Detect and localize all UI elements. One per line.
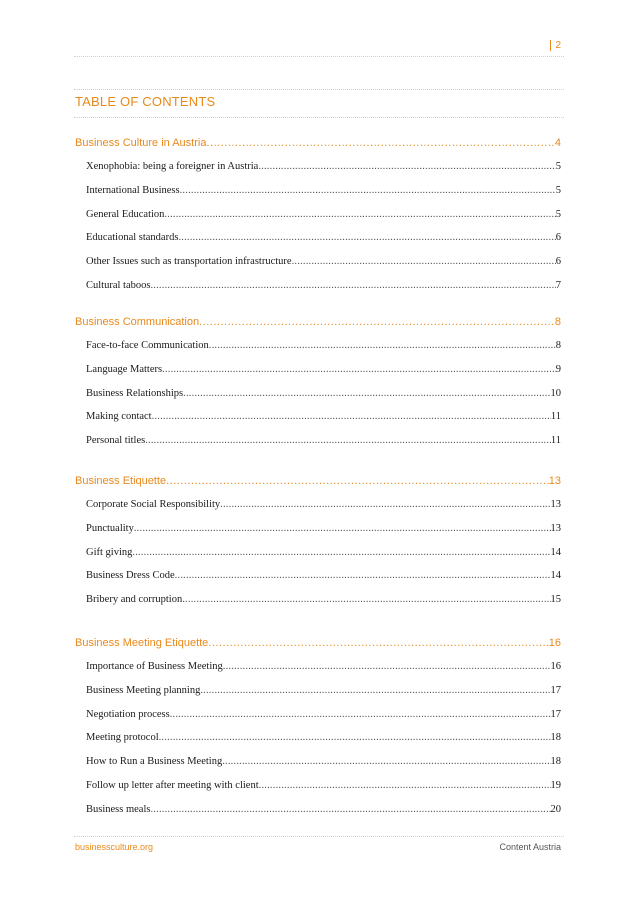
toc-dot-leader xyxy=(134,523,551,534)
toc-section-entry[interactable] xyxy=(75,475,561,487)
toc-section-entry[interactable] xyxy=(75,637,561,649)
toc-item-title: Gift giving xyxy=(86,546,133,558)
toc-item-entry[interactable] xyxy=(86,685,561,696)
toc-dot-leader xyxy=(180,185,556,196)
toc-dot-leader xyxy=(164,209,555,220)
toc-section-page: 8 xyxy=(554,316,561,328)
toc-dot-leader xyxy=(178,232,555,243)
toc-section-page: 13 xyxy=(548,475,561,487)
toc-section-title: Business Etiquette xyxy=(75,475,167,487)
toc-item-entry[interactable] xyxy=(86,364,561,375)
toc-dot-leader xyxy=(208,637,548,649)
toc-dot-leader xyxy=(209,340,556,351)
toc-dot-leader xyxy=(223,661,551,672)
toc-item-title: Personal titles xyxy=(86,435,146,447)
toc-item-page: 13 xyxy=(550,522,561,534)
toc-section-page: 16 xyxy=(548,637,561,649)
toc-item-entry[interactable] xyxy=(86,547,561,558)
toc-item-page: 16 xyxy=(550,661,561,672)
toc-item-entry[interactable] xyxy=(86,499,561,510)
toc-dot-leader xyxy=(175,570,551,581)
toc-dot-leader xyxy=(220,499,550,510)
toc-item-title: Importance of Business Meeting xyxy=(86,661,223,672)
toc-item-entry[interactable] xyxy=(86,780,561,791)
toc-dot-leader xyxy=(132,547,550,558)
toc-item-page: 17 xyxy=(550,708,561,720)
toc-item-page: 14 xyxy=(550,546,561,558)
toc-item-title: Negotiation process xyxy=(86,708,170,720)
toc-dot-leader xyxy=(199,316,555,328)
toc-item-entry[interactable] xyxy=(86,523,561,534)
toc-item-page: 17 xyxy=(550,684,561,696)
toc-dot-leader xyxy=(292,256,556,267)
toc-dot-leader xyxy=(259,780,551,791)
toc-dot-leader xyxy=(166,475,549,487)
toc-item-title: General Education xyxy=(86,208,165,220)
toc-item-entry[interactable] xyxy=(86,161,561,172)
header-rule xyxy=(74,56,564,57)
toc-dot-leader xyxy=(206,137,554,149)
page-number-text: 2 xyxy=(555,40,561,51)
toc-dot-leader xyxy=(222,756,550,767)
toc-dot-leader xyxy=(170,709,551,720)
toc-item-page: 20 xyxy=(550,803,561,815)
toc-item-page: 13 xyxy=(550,499,561,510)
toc-item-page: 7 xyxy=(555,280,561,291)
toc-item-page: 14 xyxy=(550,570,561,582)
toc-item-page: 15 xyxy=(550,594,561,606)
toc-dot-leader xyxy=(182,594,550,605)
toc-item-entry[interactable] xyxy=(86,256,561,267)
toc-item-entry[interactable] xyxy=(86,594,561,605)
toc-item-title: Making contact xyxy=(86,411,152,423)
toc-section-entry[interactable] xyxy=(75,137,561,149)
toc-item-title: Face-to-face Communication xyxy=(86,340,209,351)
page-number-divider xyxy=(550,40,551,51)
toc-item-entry[interactable] xyxy=(86,232,561,243)
toc-item-title: Bribery and corruption xyxy=(86,594,183,606)
toc-dot-leader xyxy=(159,732,551,743)
toc-item-page: 11 xyxy=(550,435,561,447)
page-number xyxy=(550,40,561,51)
toc-item-entry[interactable] xyxy=(86,709,561,720)
toc-dot-leader xyxy=(183,388,550,399)
toc-section-page: 4 xyxy=(554,137,561,149)
toc-item-entry[interactable] xyxy=(86,570,561,581)
toc-item-title: Other Issues such as transportation infrastructure xyxy=(86,256,292,268)
toc-item-page: 11 xyxy=(550,411,561,423)
footer-rule xyxy=(74,836,564,837)
toc-item-entry[interactable] xyxy=(86,804,561,815)
toc-item-title: Cultural taboos xyxy=(86,280,151,291)
toc-dot-leader xyxy=(150,280,555,291)
toc-item-title: Language Matters xyxy=(86,363,163,375)
toc-dot-leader xyxy=(258,161,555,172)
toc-item-entry[interactable] xyxy=(86,732,561,743)
toc-item-page: 5 xyxy=(555,184,561,196)
toc-dot-leader xyxy=(162,364,556,375)
toc-item-entry[interactable] xyxy=(86,185,561,196)
toc-item-title: Business Dress Code xyxy=(86,570,175,582)
toc-item-entry[interactable] xyxy=(86,388,561,399)
toc-dot-leader xyxy=(150,804,550,815)
toc-section-entry[interactable] xyxy=(75,316,561,328)
toc-item-title: Xenophobia: being a foreigner in Austria xyxy=(86,161,259,172)
toc-item-title: Meeting protocol xyxy=(86,732,159,744)
toc-item-title: Business Relationships xyxy=(86,387,184,399)
footer xyxy=(75,842,561,852)
toc-item-title: Business Meeting planning xyxy=(86,684,201,696)
toc-item-title: Corporate Social Responsibility xyxy=(86,499,221,510)
toc-section-title: Business Culture in Austria xyxy=(75,137,207,149)
title-top-rule xyxy=(74,89,564,90)
toc-item-page: 9 xyxy=(555,363,561,375)
toc-item-title: International Business xyxy=(86,184,180,196)
footer-site: businessculture.org xyxy=(75,842,154,852)
toc-item-title: Punctuality xyxy=(86,522,134,534)
toc-item-title: Follow up letter after meeting with client xyxy=(86,780,259,791)
toc-item-entry[interactable] xyxy=(86,280,561,291)
toc-section-title: Business Meeting Etiquette xyxy=(75,637,209,649)
toc-item-title: Business meals xyxy=(86,803,151,815)
toc-item-entry[interactable] xyxy=(86,411,561,422)
toc-item-page: 19 xyxy=(550,780,561,791)
toc-item-page: 5 xyxy=(555,161,561,172)
toc-item-page: 8 xyxy=(555,340,561,351)
toc-title: TABLE OF CONTENTS xyxy=(75,94,216,109)
toc-item-title: How to Run a Business Meeting xyxy=(86,756,223,768)
toc-item-page: 10 xyxy=(550,387,561,399)
toc-item-page: 5 xyxy=(555,208,561,220)
toc-item-entry[interactable] xyxy=(86,209,561,220)
toc-dot-leader xyxy=(200,685,550,696)
title-bottom-rule xyxy=(74,117,564,118)
toc-item-entry[interactable] xyxy=(86,756,561,767)
toc-dot-leader xyxy=(145,435,551,446)
toc-item-page: 6 xyxy=(555,232,561,244)
toc-item-page: 18 xyxy=(550,732,561,744)
toc-item-entry[interactable] xyxy=(86,661,561,672)
toc-section-title: Business Communication xyxy=(75,316,200,328)
toc-dot-leader xyxy=(152,411,551,422)
toc-item-page: 18 xyxy=(550,756,561,768)
toc-item-title: Educational standards xyxy=(86,232,179,244)
toc-item-entry[interactable] xyxy=(86,340,561,351)
footer-doc-name: Content Austria xyxy=(499,842,561,852)
toc-item-entry[interactable] xyxy=(86,435,561,446)
toc-item-page: 6 xyxy=(555,256,561,268)
